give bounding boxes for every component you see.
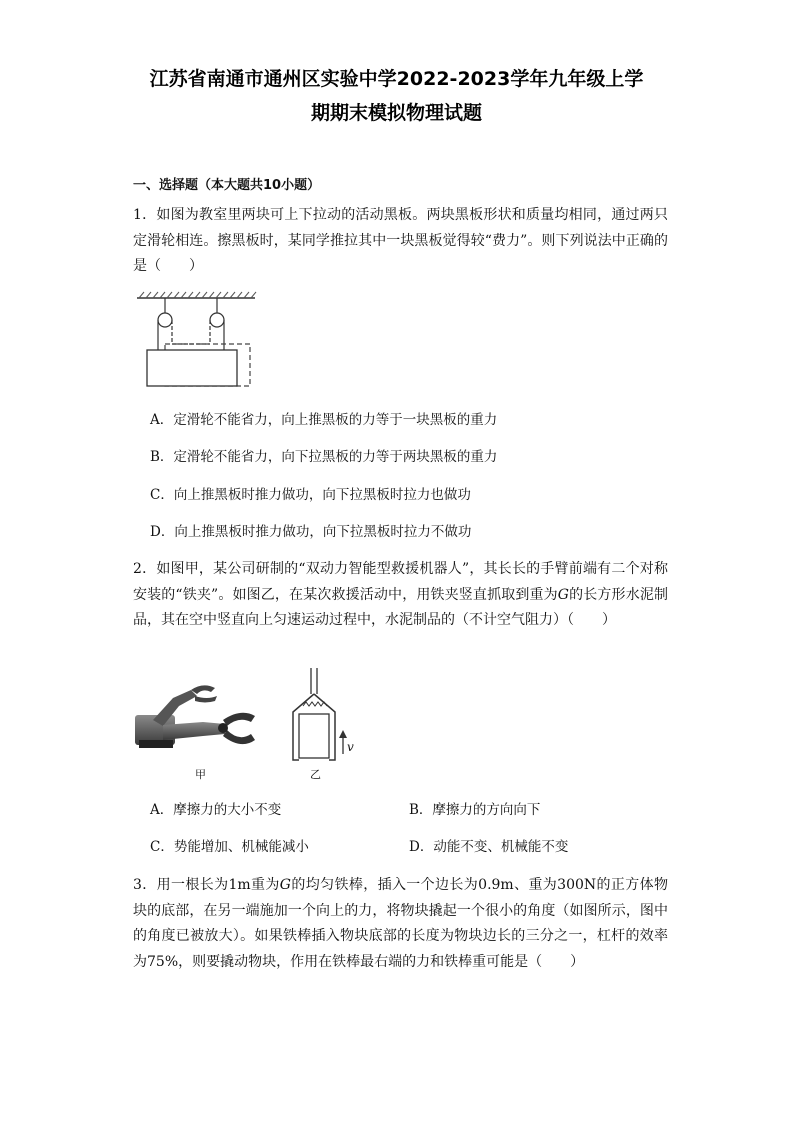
figure-label-jia: 甲 — [195, 768, 206, 781]
velocity-label: v — [347, 740, 354, 754]
question-3-text — [133, 873, 668, 975]
figure-label-yi: 乙 — [310, 768, 321, 781]
rescue-robot-photo — [133, 680, 263, 755]
q2-option-c: C．势能增加、机械能减小 — [150, 839, 309, 855]
q2-text-post: 的长方形水泥制品，其在空中竖直向上匀速运动过程中，水泥制品的（不计空气阻力）（ ） — [133, 586, 668, 628]
iron-clamp-diagram — [283, 668, 353, 768]
q2-option-a: A．摩擦力的大小不变 — [150, 802, 282, 818]
page-title-line-2: 期期末模拟物理试题 — [310, 102, 482, 124]
q1-option-d: D．向上推黑板时推力做功，向下拉黑板时拉力不做功 — [150, 524, 472, 540]
blackboard-pulley-figure — [135, 290, 265, 390]
q3-text-post: 的均匀铁棒，插入一个边长为0.9m、重为300N的正方体物块的底部，在另一端施加一个向上的力，将物块撬起一个很小的角度（如图所示，图中的角度已被放大）。如果铁棒插入物块底部的长度为物块边长的三分之一，杠杆的效率为75%，则要撬动物块，作用在铁棒最右端的力和铁棒重可能是（ ） — [133, 877, 669, 970]
q3-var-g: G — [279, 877, 291, 893]
q2-var-g: G — [557, 586, 569, 603]
q1-option-c: C．向上推黑板时推力做功，向下拉黑板时拉力也做功 — [150, 487, 471, 503]
q2-text-pre: 2．如图甲，某公司研制的“双动力智能型救援机器人”，其长长的手臂前端有二个对称安装的“铁夹”。如图乙，在某次救援活动中，用铁夹竖直抓取到重为 — [133, 561, 668, 603]
question-1-text: 1．如图为教室里两块可上下拉动的活动黑板。两块黑板形状和质量均相同，通过两只定滑轮相连。擦黑板时，某同学推拉其中一块黑板觉得较“费力”。则下列说法中正确的是（ ） — [133, 207, 668, 274]
page-title-line-1: 江苏省南通市通州区实验中学2022-2023学年九年级上学 — [149, 68, 644, 90]
q1-option-b: B．定滑轮不能省力，向下拉黑板的力等于两块黑板的重力 — [150, 449, 498, 465]
q1-option-a: A．定滑轮不能省力，向上推黑板的力等于一块黑板的重力 — [150, 412, 498, 428]
q3-text-pre: 3．用一根长为1m重为 — [133, 877, 280, 893]
q2-option-d: D．动能不变、机械能不变 — [409, 839, 569, 855]
q2-option-b: B．摩擦力的方向向下 — [409, 802, 541, 818]
section-heading: 一、选择题（本大题共10小题） — [133, 178, 321, 193]
question-2-text — [133, 557, 668, 634]
